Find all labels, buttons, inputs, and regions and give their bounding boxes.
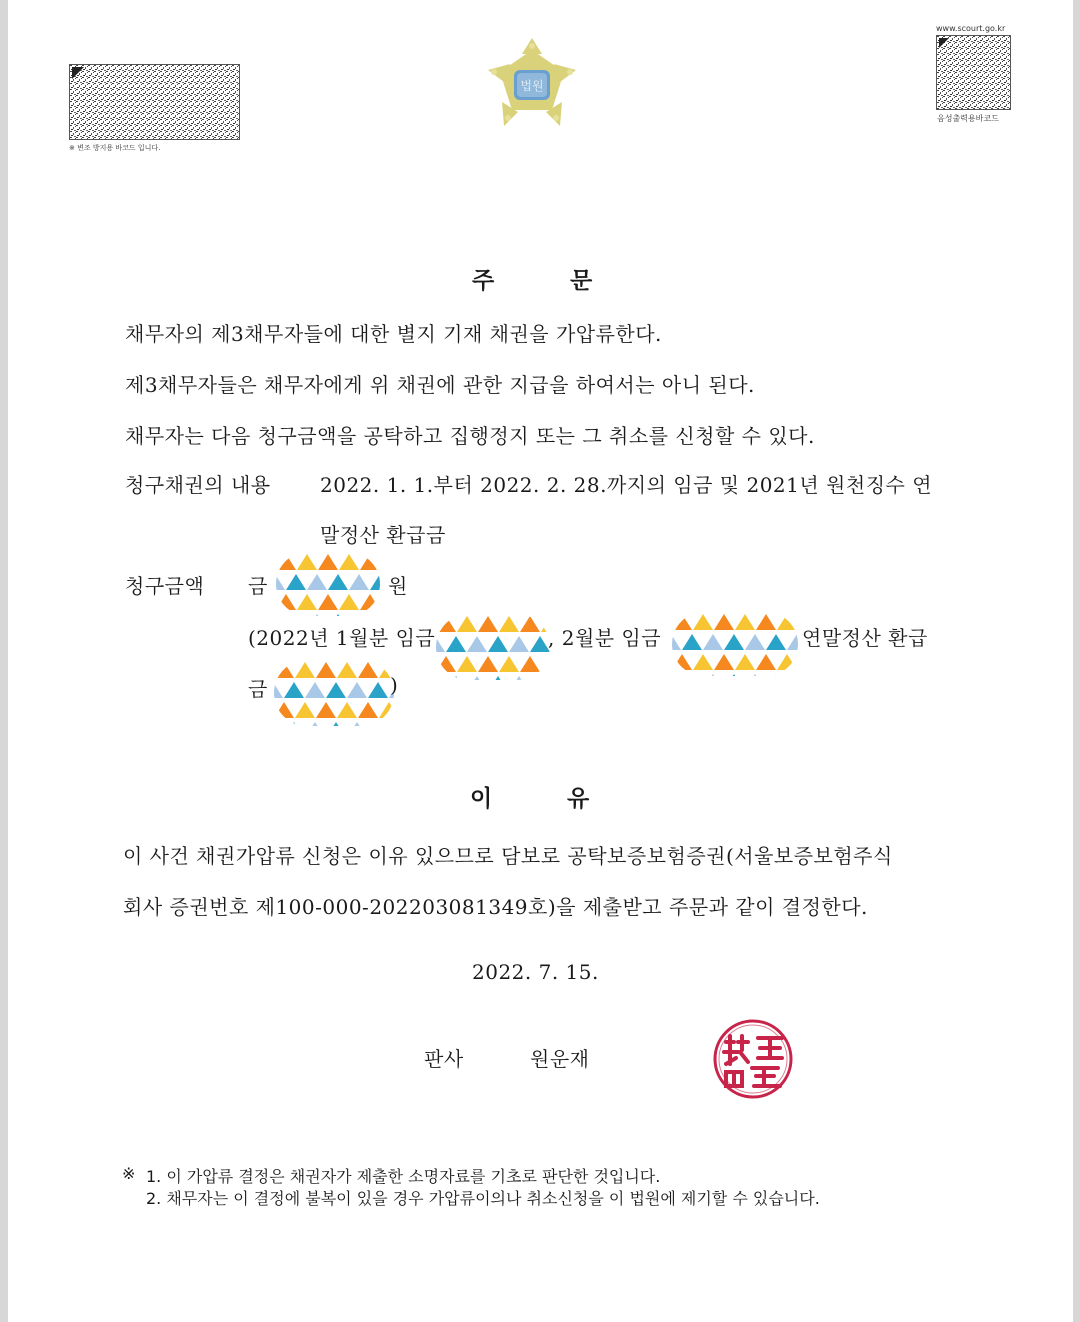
order-line-3: 채무자는 다음 청구금액을 공탁하고 집행정지 또는 그 취소를 신청할 수 있다.: [125, 424, 815, 448]
breakdown-part-2: , 2월분 임금: [548, 626, 662, 650]
claim-content-label: 청구채권의 내용: [125, 473, 271, 497]
order-heading-left: 주: [472, 268, 495, 294]
order-line-1: 채무자의 제3채무자들에 대한 별지 기재 채권을 가압류한다.: [125, 322, 662, 346]
breakdown-part-4: 금: [248, 677, 268, 701]
amount-prefix: 금: [248, 574, 268, 598]
claim-amount-label: 청구금액: [125, 574, 205, 598]
left-barcode-caption: ※ 변조 방지용 바코드 입니다.: [69, 144, 161, 152]
judge-seal: [712, 1018, 794, 1104]
redacted-february-wage: [672, 612, 798, 676]
reason-heading-right: 유: [567, 786, 590, 812]
breakdown-part-5: ): [390, 673, 399, 697]
amount-suffix: 원: [388, 574, 408, 598]
claim-content-line-1: 2022. 1. 1.부터 2022. 2. 28.까지의 임금 및 2021년 원천징수 연: [320, 473, 933, 497]
redacted-claim-amount: [276, 552, 380, 616]
breakdown-part-1: (2022년 1월분 임금: [248, 626, 436, 650]
notes-mark: ※: [122, 1164, 136, 1183]
order-heading-right: 문: [570, 268, 593, 294]
redacted-tax-refund: [274, 660, 394, 726]
redacted-january-wage: [436, 614, 550, 680]
right-barcode-url: www.scourt.go.kr: [936, 24, 1006, 33]
page-border-right: [1073, 0, 1080, 1322]
court-emblem: [482, 36, 582, 136]
audio-output-barcode: [936, 35, 1011, 110]
reason-line-2: 회사 증권번호 제100-000-202203081349호)을 제출받고 주문과 같이 결정한다.: [123, 895, 868, 919]
judge-name: 원운재: [530, 1047, 590, 1071]
note-2: 2. 채무자는 이 결정에 불복이 있을 경우 가압류이의나 취소신청을 이 법원에 제기할 수 있습니다.: [146, 1189, 820, 1208]
claim-content-line-2: 말정산 환급금: [320, 523, 446, 547]
note-1: 1. 이 가압류 결정은 채권자가 제출한 소명자료를 기초로 판단한 것입니다.: [146, 1167, 661, 1186]
order-line-2: 제3채무자들은 채무자에게 위 채권에 관한 지급을 하여서는 아니 된다.: [125, 373, 755, 397]
reason-line-1: 이 사건 채권가압류 신청은 이유 있으므로 담보로 공탁보증보험증권(서울보증보험주식: [123, 844, 893, 868]
tamper-proof-barcode: [69, 64, 240, 140]
reason-heading-left: 이: [470, 786, 493, 812]
breakdown-part-3: 연말정산 환급: [802, 626, 928, 650]
judge-title: 판사: [424, 1047, 464, 1071]
emblem-text: 법원: [520, 79, 544, 93]
right-barcode-caption: 음성출력용바코드: [937, 114, 999, 123]
decision-date: 2022. 7. 15.: [472, 960, 599, 984]
page-border-left: [0, 0, 8, 1322]
